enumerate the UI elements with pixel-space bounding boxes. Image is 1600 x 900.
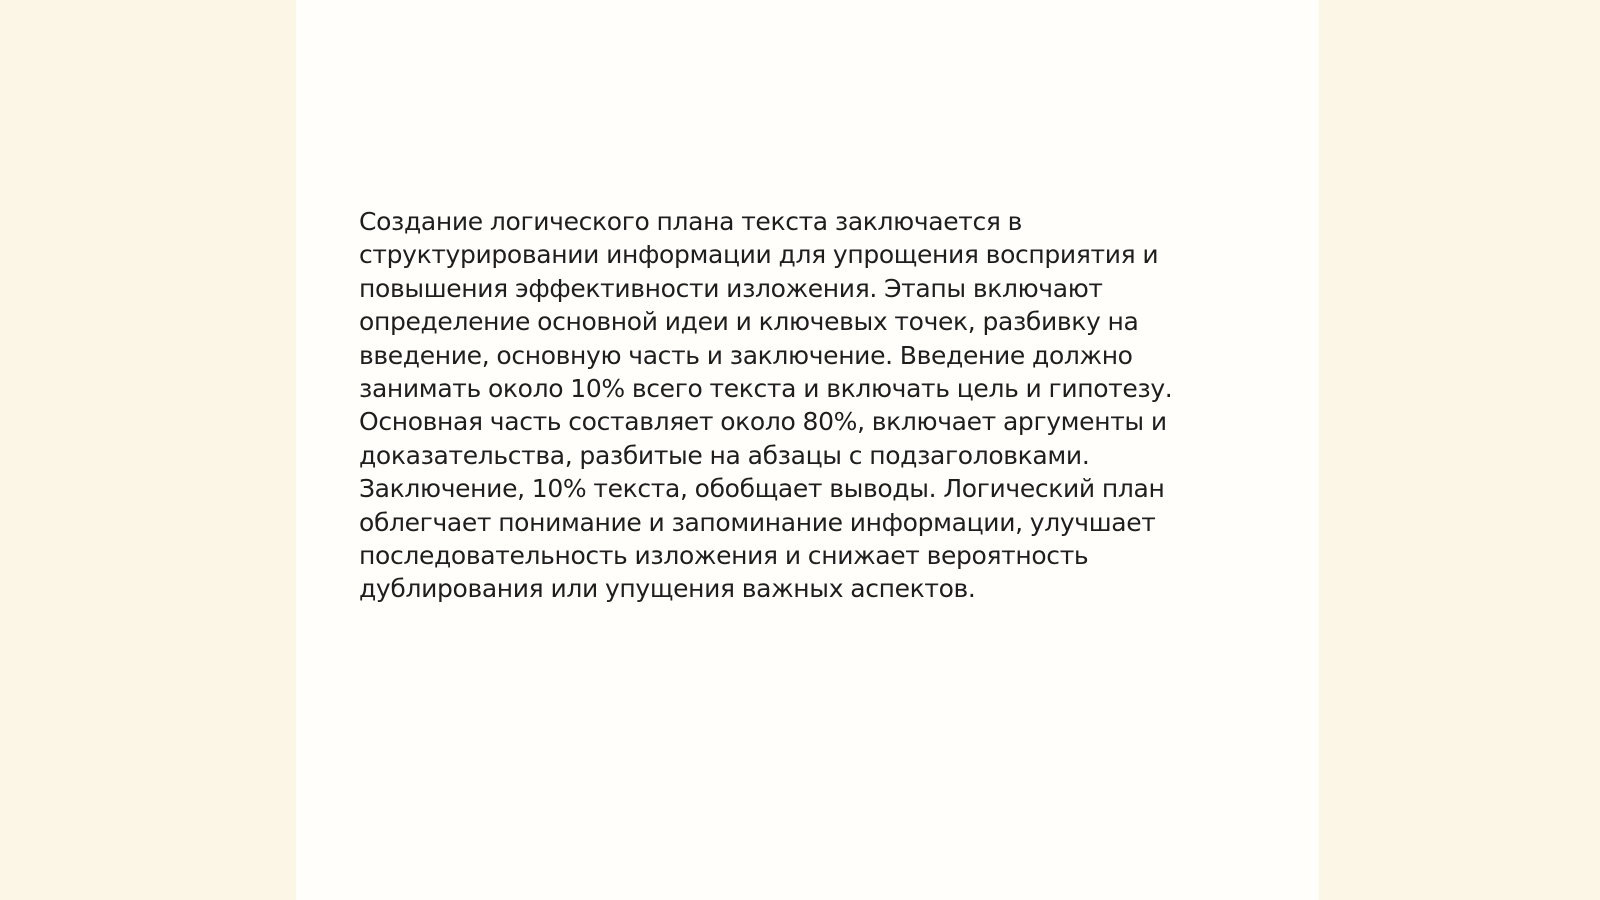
left-margin-background [0,0,296,900]
slide-body-text: Создание логического плана текста заключается в структурировании информации для упрощения восприятия и повышения эффективности изложения. Этапы включают определение основной идеи и ключевых точек, разбивку на введение, основную часть и заключение. Введение должно занимать около 10% всего текста и включать цель и гипотезу. Основная часть составляет около 80%, включает аргументы и доказательства, разбитые на абзацы с подзаголовками. Заключение, 10% текста, обобщает выводы. Логический план облегчает понимание и запоминание информации, улучшает последовательность изложения и снижает вероятность дублирования или упущения важных аспектов. [359,207,1173,604]
right-margin-background [1319,0,1600,900]
